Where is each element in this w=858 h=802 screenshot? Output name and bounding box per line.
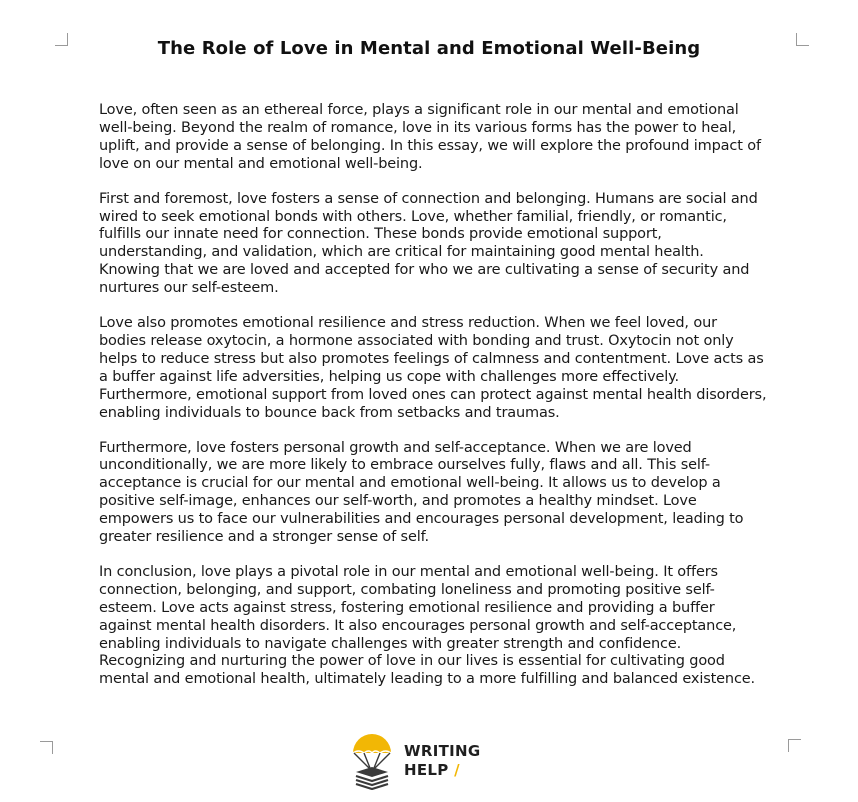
paragraph-conclusion: In conclusion, love plays a pivotal role in our mental and emotional well-being. It offers connection, belonging, and support, combating loneliness and promoting positive self-esteem. Love acts against stress, fostering emotional resilience and providing a buffer against mental health disorders. It also encourages personal growth and self-acceptance, enabling individuals to navigate challenges with greater strength and confidence. Recognizing and nurturing the power of love in our lives is essential for cultivating good mental and emotional health, ultimately leading to a more fulfilling and balanced existence. — [99, 563, 755, 688]
parachute-icon — [350, 732, 394, 790]
paragraph-growth: Furthermore, love fosters personal growth and self-acceptance. When we are loved unconditionally, we are more likely to embrace ourselves fully, flaws and all. This self-acceptance is crucial for our mental and emotional well-being. It allows us to develop a positive self-image, enhances our self-worth, and promotes a healthy mindset. Love empowers us to face our vulnerabilities and encourages personal development, leading to greater resilience and a stronger sense of self. — [99, 439, 744, 546]
page-corner-mark-bottom-left — [40, 741, 53, 754]
paragraph-connection: First and foremost, love fosters a sense of connection and belonging. Humans are social and wired to seek emotional bonds with others. Love, whether familial, friendly, or romantic, fulfills our innate need for connection. These bonds provide emotional support, understanding, and validation, which are critical for maintaining good mental health. Knowing that we are loved and accepted for who we are cultivating a sense of security and nurtures our self-esteem. — [99, 190, 758, 297]
paragraph-resilience: Love also promotes emotional resilience and stress reduction. When we feel loved, our bodies release oxytocin, a hormone associated with bonding and trust. Oxytocin not only helps to reduce stress but also promotes feelings of calmness and contentment. Love acts as a buffer against life adversities, helping us cope with challenges more effectively. Furthermore, emotional support from loved ones can protect against mental health disorders, enabling individuals to bounce back from setbacks and traumas. — [99, 315, 767, 421]
writing-help-logo — [350, 731, 480, 791]
document-body — [99, 102, 767, 706]
document-title: The Role of Love in Mental and Emotional Well-Being — [157, 38, 701, 59]
page-corner-mark-bottom-right — [788, 739, 801, 752]
logo-slash: / — [454, 761, 460, 779]
logo-wordmark — [404, 742, 480, 780]
paragraph-intro: Love, often seen as an ethereal force, plays a significant role in our mental and emotional well-being. Beyond the realm of romance, love in its various forms has the power to heal, uplift, and provide a sense of belonging. In this essay, we will explore the profound impact of love on our mental and emotional well-being. — [99, 102, 761, 172]
logo-word-help: HELP — [404, 761, 449, 779]
logo-line-help — [404, 761, 480, 780]
logo-line-writing: WRITING — [404, 742, 481, 760]
